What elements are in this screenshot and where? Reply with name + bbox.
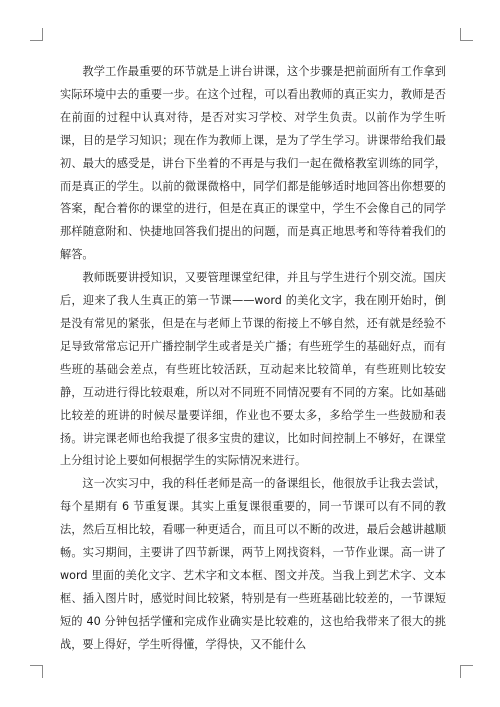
paragraph-2: 教师既要讲授知识，又要管理课堂纪律，并且与学生进行个别交流。国庆后，迎来了我人生真正的第一节课——word 的美化文字，我在刚开始时，倒是没有常见的紧张，但是在与老师上节课的衔接上不够自然，还有就是经验不足导致常常忘记开广播控制学生或者是关广播；有些班学生的基础好点，而有些班的基础会差点，有些班比较活跃，互动起来比较简单，有些班则比较安静，互动进行得比较艰难，所以对不同班不同情况要有不同的方案。比如基础比较差的班讲的时候尽量要详细，作业也不要太多，多给学生一些鼓励和表扬。讲完课老师也给我提了很多宝贵的建议，比如时间控制上不够好，在课堂上分组讨论上要如何根据学生的实际情况来进行。	[60, 271, 446, 468]
paragraph-1: 教学工作最重要的环节就是上讲台讲课，这个步骤是把前面所有工作拿到实际环境中去的重要一步。在这个过程，可以看出教师的真正实力，教师是否在前面的过程中认真对待，是否对实习学校、对学生负责。以前作为学生听课，目的是学习知识；现在作为教师上课，是为了学生学习。讲课带给我们最初、最大的感受是，讲台下坐着的不再是与我们一起在微格教室训练的同学，而是真正的学生。以前的微课微格中，同学们都是能够适时地回答出你想要的答案，配合着你的课堂的进行，但是在真正的课堂中，学生不会像自己的同学那样随意附和、快捷地回答我们提出的问题，而是真正地思考和等待着我们的解答。	[60, 65, 446, 262]
crop-mark-bottom-right	[460, 665, 473, 678]
crop-mark-bottom-left	[30, 665, 43, 678]
crop-mark-top-right	[460, 28, 473, 41]
paragraph-3: 这一次实习中，我的科任老师是高一的备课组长，他很放手让我去尝试，每个星期有 6 节重复课。其实上重复课很重要的，同一节课可以有不同的教法，然后互相比较，看哪一种更适合，而且可以不断的改进，最后会越讲越顺畅。实习期间，主要讲了四节新课，两节上网找资料，一节作业课。高一讲了 word 里面的美化文字、艺术字和文本框、图文并茂。当我上到艺术字、文本框、插入图片时，感觉时间比较紧，特别是有一些班基础比较差的，一节课短短的 40 分钟包括学懂和完成作业确实是比较难的，这也给我带来了很大的挑战，要上得好，学生听得懂，学得快，又不能什么	[60, 477, 446, 651]
crop-mark-top-left	[30, 28, 43, 41]
document-body	[60, 61, 446, 657]
